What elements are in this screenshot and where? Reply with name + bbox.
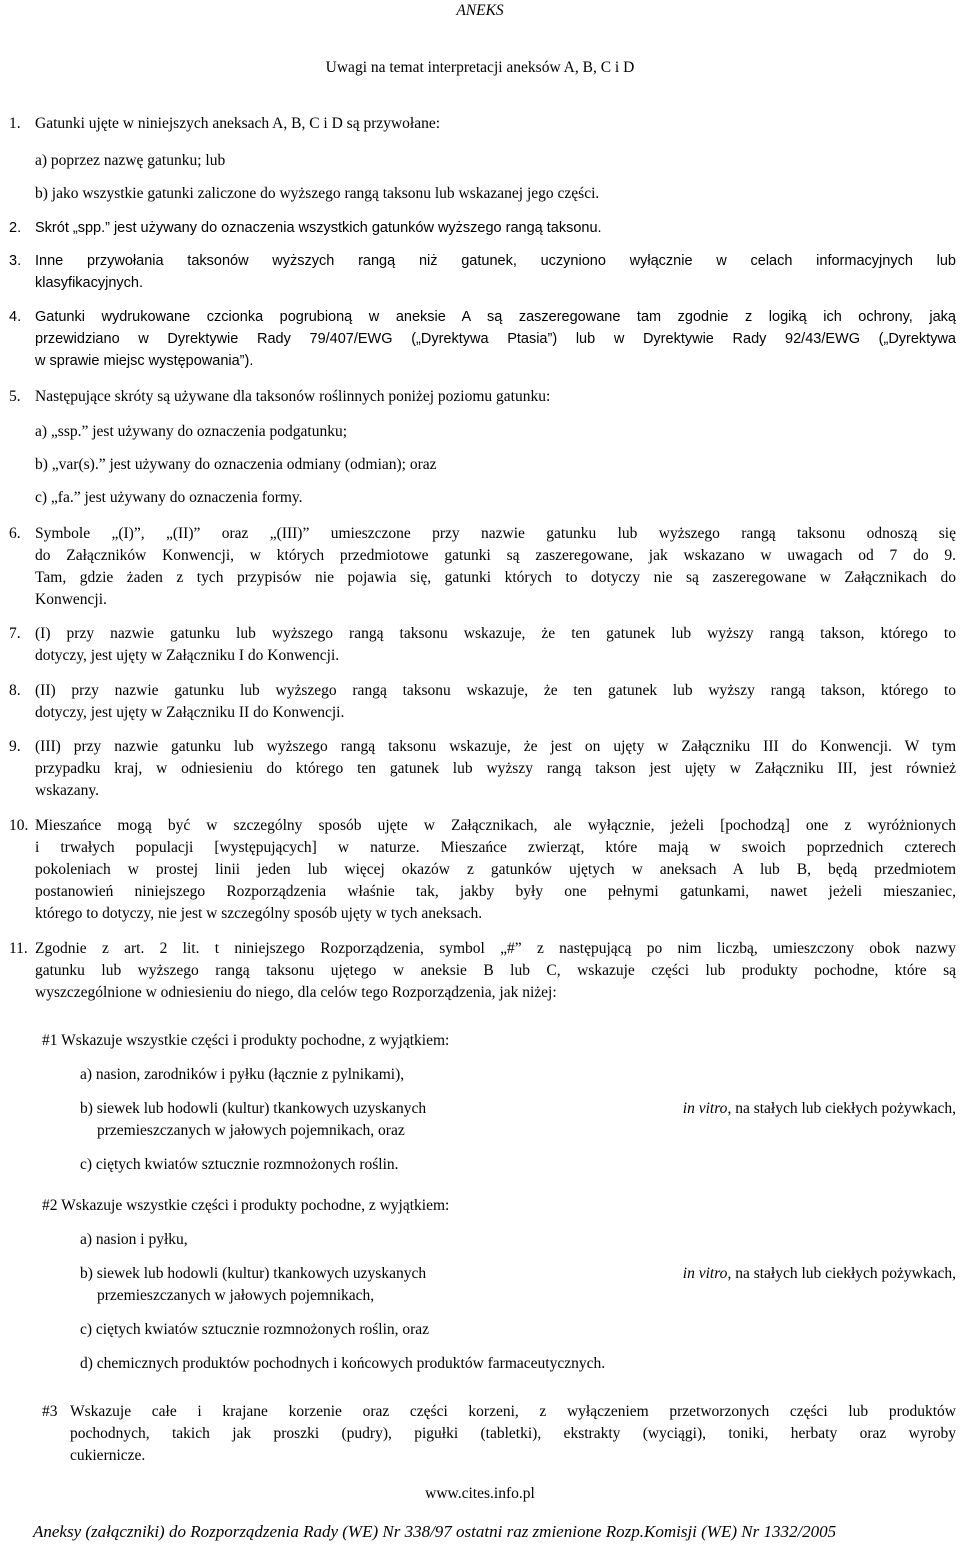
item-10-number: 10. — [9, 817, 29, 834]
item-10-line-5: którego to dotyczy, nie jest w szczególny sposób ujęty w tych aneksach. — [35, 905, 483, 922]
item-7-line-2: dotyczy, jest ujęty w Załączniku I do Konwencji. — [35, 647, 340, 664]
item-8-line-1: (II) przy nazwie gatunku lub wyższego rangą taksonu wskazuje, że ten gatunek lub wyższy rangą takson, którego to — [35, 682, 956, 699]
item-6-line-4: Konwencji. — [35, 591, 107, 608]
item-4-line-2: przewidziano w Dyrektywie Rady 79/407/EWG („Dyrektywa Ptasia”) lub w Dyrektywie Rady 92/43/EWG („Dyrektywa — [35, 331, 956, 347]
item-2-number: 2. — [9, 220, 22, 236]
note-2-label: #2 Wskazuje wszystkie części i produkty pochodne, z wyjątkiem: — [42, 1197, 450, 1214]
item-3-line-2: klasyfikacyjnych. — [35, 275, 143, 291]
website-link[interactable]: www.cites.info.pl — [425, 1485, 535, 1502]
item-5-a: a) „ssp.” jest używany do oznaczenia podgatunku; — [35, 423, 348, 440]
note-2-d: d) chemicznych produktów pochodnych i końcowych produktów farmaceutycznych. — [80, 1355, 606, 1372]
note-1-c: c) ciętych kwiatów sztucznie rozmnożonych roślin. — [80, 1156, 399, 1173]
note-2-a: a) nasion i pyłku, — [80, 1231, 188, 1248]
note-2-b — [80, 1266, 956, 1282]
note-1-b-italic: in vitro — [682, 1100, 728, 1117]
note-1-b-line-2: przemieszczanych w jałowych pojemnikach, oraz — [97, 1122, 405, 1139]
note-2-b-post: , na stałych lub ciekłych pożywkach, — [727, 1265, 956, 1282]
note-1-b-pre: b) siewek lub hodowli (kultur) tkankowych uzyskanych — [80, 1100, 427, 1117]
item-9-line-3: wskazany. — [35, 782, 99, 799]
item-8-number: 8. — [9, 682, 21, 699]
note-3-label: #3 — [42, 1403, 58, 1420]
annex-header: ANEKS — [456, 2, 504, 19]
item-3-line-1: Inne przywołania taksonów wyższych rangą niż gatunek, uczyniono wyłącznie w celach informacyjnych lub — [35, 253, 956, 269]
page-footer: Aneksy (załączniki) do Rozporządzenia Rady (WE) Nr 338/97 ostatni raz zmienione Rozp.Komisji (WE) Nr 1332/2005 — [33, 1522, 837, 1541]
note-2-c: c) ciętych kwiatów sztucznie rozmnożonych roślin, oraz — [80, 1321, 430, 1338]
item-11-number: 11. — [9, 940, 28, 957]
item-10-line-3: pokoleniach w prostej linii jeden lub więcej okazów z gatunków ujętych w aneksach A lub B, będą przedmiotem — [35, 861, 956, 878]
item-9-number: 9. — [9, 738, 21, 755]
item-10-line-2: i trwałych populacji [występujących] w naturze. Mieszańce zwierząt, które mają w swoich poprzednich czterech — [35, 839, 956, 856]
item-4-line-1: Gatunki wydrukowane czcionka pogrubioną w aneksie A są zaszeregowane tam zgodnie z logiką ich ochrony, jaką — [35, 309, 956, 325]
item-11-line-2: gatunku lub wyższego rangą taksonu ujętego w aneksie B lub C, wskazuje części lub produkty pochodne, które są — [35, 962, 956, 979]
item-5-text: Następujące skróty są używane dla taksonów roślinnych poniżej poziomu gatunku: — [35, 388, 551, 405]
item-1-number: 1. — [9, 115, 21, 132]
item-1-b: b) jako wszystkie gatunki zaliczone do wyższego rangą taksonu lub wskazanej jego części. — [35, 185, 600, 202]
item-3-number: 3. — [9, 253, 22, 269]
item-10-line-1: Mieszańce mogą być w szczególny sposób ujęte w Załącznikach, ale wyłącznie, jeżeli [pochodzą] one z wyróżnionych — [35, 817, 956, 834]
note-1-b — [80, 1101, 956, 1117]
item-1-a: a) poprzez nazwę gatunku; lub — [35, 152, 226, 169]
item-4-line-3: w sprawie miejsc występowania”). — [35, 353, 254, 369]
item-11-line-1: Zgodnie z art. 2 lit. t niniejszego Rozporządzenia, symbol „#” z następującą po nim liczbą, umieszczony obok nazwy — [35, 940, 956, 957]
item-7-number: 7. — [9, 625, 21, 642]
item-6-line-1: Symbole „(I)”, „(II)” oraz „(III)” umieszczone przy nazwie gatunku lub wyższego rangą taksonu odnoszą się — [35, 525, 956, 542]
note-2-b-italic: in vitro — [682, 1265, 728, 1282]
page-title: Uwagi na temat interpretacji aneksów A, B, C i D — [325, 59, 635, 76]
note-3-line-1: Wskazuje całe i krajane korzenie oraz części korzeni, z wyłączeniem przetworzonych części lub produktów — [70, 1403, 956, 1420]
note-1-a: a) nasion, zarodników i pyłku (łącznie z pylnikami), — [80, 1066, 405, 1083]
item-6-number: 6. — [9, 525, 21, 542]
item-9-line-2: przypadku kraj, w odniesieniu do którego ten gatunek lub wyższy rangą takson jest ujęty w Załączniku III, jest również — [35, 760, 956, 777]
item-1-text: Gatunki ujęte w niniejszych aneksach A, B, C i D są przywołane: — [35, 115, 441, 132]
item-7-line-1: (I) przy nazwie gatunku lub wyższego rangą taksonu wskazuje, że ten gatunek lub wyższy rangą takson, którego to — [35, 625, 956, 642]
item-5-b: b) „var(s).” jest używany do oznaczenia odmiany (odmian); oraz — [35, 456, 437, 473]
note-2-b-pre: b) siewek lub hodowli (kultur) tkankowych uzyskanych — [80, 1265, 427, 1282]
item-2-text: Skrót „spp.” jest używany do oznaczenia wszystkich gatunków wyższego rangą taksonu. — [35, 220, 602, 236]
note-2-b-line-2: przemieszczanych w jałowych pojemnikach, — [97, 1287, 375, 1304]
item-10-line-4: postanowień niniejszego Rozporządzenia właśnie tak, jakby były one pełnymi gatunkami, nawet jeżeli mieszaniec, — [35, 883, 956, 900]
note-1-label: #1 Wskazuje wszystkie części i produkty pochodne, z wyjątkiem: — [42, 1032, 450, 1049]
item-8-line-2: dotyczy, jest ujęty w Załączniku II do Konwencji. — [35, 704, 345, 721]
note-3-line-3: cukiernicze. — [70, 1447, 146, 1464]
item-5-number: 5. — [9, 388, 21, 405]
item-5-c: c) „fa.” jest używany do oznaczenia formy. — [35, 489, 303, 506]
note-1-b-post: , na stałych lub ciekłych pożywkach, — [727, 1100, 956, 1117]
item-6-line-2: do Załączników Konwencji, w których przedmiotowe gatunki są zaszeregowane, jak wskazano w uwagach od 7 do 9. — [35, 547, 956, 564]
item-9-line-1: (III) przy nazwie gatunku lub wyższego rangą taksonu wskazuje, że jest on ujęty w Załączniku III do Konwencji. W tym — [35, 738, 956, 755]
item-11-line-3: wyszczególnione w odniesieniu do niego, dla celów tego Rozporządzenia, jak niżej: — [35, 984, 557, 1001]
item-4-number: 4. — [9, 309, 22, 325]
note-3-line-2: pochodnych, takich jak proszki (pudry), pigułki (tabletki), ekstrakty (wyciągi), toniki, herbaty oraz wyroby — [70, 1425, 956, 1442]
item-6-line-3: Tam, gdzie żaden z tych przypisów nie pojawia się, gatunki których to dotyczy nie są zaszeregowane w Załącznikach do — [35, 569, 956, 586]
